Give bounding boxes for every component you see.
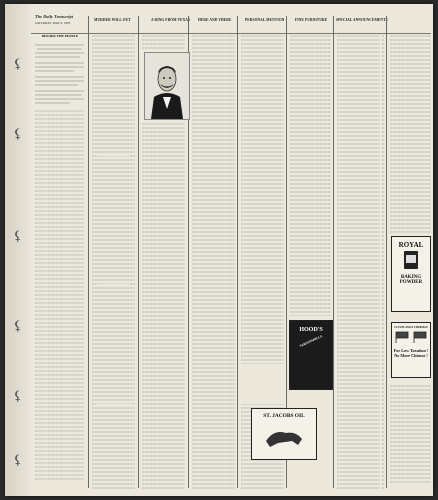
st-jacobs-oil-ad xyxy=(251,408,317,460)
portrait-engraving xyxy=(144,52,190,120)
column-7-text xyxy=(336,34,384,490)
man-portrait-icon xyxy=(145,53,189,119)
column-head: PERSONAL MENTION xyxy=(245,18,285,22)
column-head: HERE AND THERE xyxy=(198,18,232,22)
column-head: A RING FROM TEXAS xyxy=(151,18,191,22)
column-rule xyxy=(333,16,334,488)
hoods-title: HOOD'S xyxy=(299,327,323,333)
column-rule xyxy=(386,16,387,488)
column-2-text xyxy=(91,34,136,490)
column-2 xyxy=(91,34,136,490)
column-7 xyxy=(336,34,384,490)
section-title: BEFORE THE PEOPLE xyxy=(41,34,79,38)
royal-bottom: POWDER xyxy=(399,280,423,285)
page-gutter xyxy=(5,4,31,496)
column-6 xyxy=(289,34,331,316)
binding-mark-icon: ⚸ xyxy=(13,229,23,244)
cleveland-line-1: For Low Taxation ! xyxy=(393,348,429,353)
date-line: SATURDAY, MAY 6, 1893 xyxy=(35,21,71,25)
binding-mark-icon: ⚸ xyxy=(13,389,23,404)
binding-mark-icon: ⚸ xyxy=(13,127,23,142)
masthead xyxy=(33,12,431,34)
column-4 xyxy=(191,34,235,490)
binding-mark-icon: ⚸ xyxy=(13,453,23,468)
column-6-text xyxy=(289,34,331,316)
paper-name: The Daily Transcript xyxy=(35,14,74,19)
cleveland-line-2: No More Chinese ! xyxy=(394,353,428,358)
market-reports xyxy=(389,34,431,234)
horse-rider-icon xyxy=(252,419,316,449)
column-head: SPECIAL ANNOUNCEMENTS xyxy=(336,18,388,22)
cleveland-title: CLEVELAND & THURMAN xyxy=(394,326,428,329)
binding-mark-icon: ⚸ xyxy=(13,319,23,334)
column-head: MURDER WILL OUT xyxy=(94,18,131,22)
royal-subtitle: BAKING xyxy=(400,275,422,280)
flags-icon xyxy=(392,330,430,344)
baking-can-icon xyxy=(392,249,430,271)
column-rule xyxy=(138,16,139,488)
hoods-sarsaparilla-ad xyxy=(289,320,333,390)
newspaper-page xyxy=(5,4,433,496)
column-4-text xyxy=(191,34,235,490)
column-rule xyxy=(237,16,238,488)
column-rule xyxy=(88,16,89,488)
jacobs-title: ST. JACOBS OIL xyxy=(263,413,305,419)
hoods-subtitle: SARSAPARILLA xyxy=(299,333,323,349)
market-table xyxy=(389,34,431,234)
column-8-lower xyxy=(389,384,431,484)
column-1 xyxy=(34,34,86,490)
column-8-text xyxy=(389,384,431,484)
cleveland-thurman-ad xyxy=(391,322,431,378)
royal-baking-powder-ad xyxy=(391,236,431,312)
column-1-text xyxy=(34,39,86,485)
column-head: FINE FURNITURE xyxy=(295,18,328,22)
royal-title: ROYAL xyxy=(398,241,424,249)
binding-mark-icon: ⚸ xyxy=(13,57,23,72)
